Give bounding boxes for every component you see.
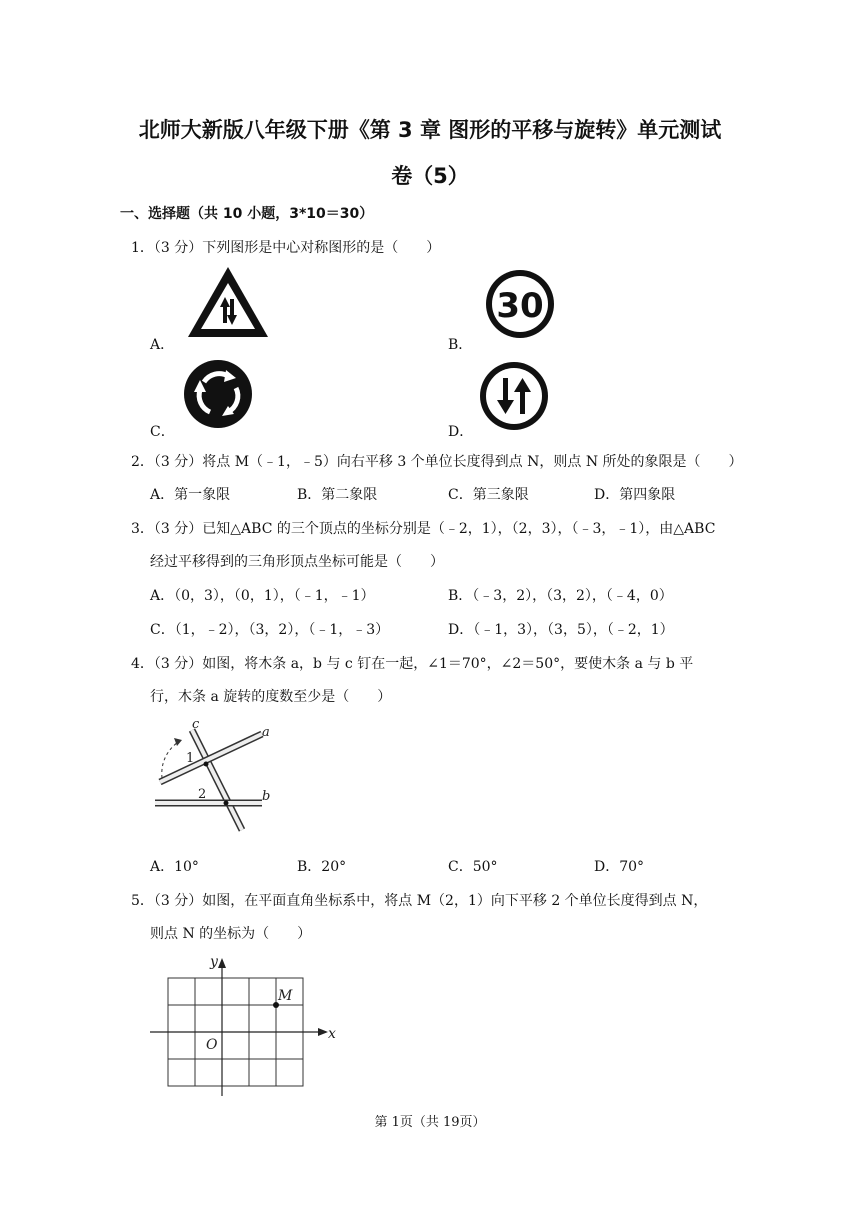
q1-sign-b-number: 30 bbox=[496, 286, 544, 326]
question-5-stem-line2: 则点 N 的坐标为（ ） bbox=[150, 926, 312, 942]
q4-wooden-strips-figure bbox=[150, 712, 290, 837]
doc-title-line2: 卷（5） bbox=[391, 164, 469, 188]
q5-label-y: y bbox=[210, 954, 218, 970]
q4-label-b: b bbox=[262, 789, 271, 804]
q4-label-angle-2: 2 bbox=[198, 787, 207, 802]
q4-option-d: D．70° bbox=[594, 859, 645, 875]
q3-option-d: D．（﹣1，3），（3，5），（﹣2，1） bbox=[448, 622, 674, 638]
q4-option-b: B．20° bbox=[297, 859, 347, 875]
question-4-stem-line2: 行，木条 a 旋转的度数至少是（ ） bbox=[150, 689, 392, 705]
q1-option-c: C． bbox=[150, 424, 175, 440]
question-4-stem-line1: 4．（3 分）如图，将木条 a，b 与 c 钉在一起，∠1＝70°，∠2＝50°，要使木条 a 与 b 平 bbox=[131, 656, 694, 672]
question-3-stem-line1: 3．（3 分）已知△ABC 的三个顶点的坐标分别是（﹣2，1），（2，3），（﹣3，﹣1），由△ABC bbox=[131, 521, 716, 537]
q1-option-d: D． bbox=[448, 424, 474, 440]
q1-sign-a-two-way-traffic bbox=[185, 263, 271, 341]
q1-sign-d-two-way-arrows bbox=[478, 360, 550, 432]
question-2-stem: 2．（3 分）将点 M（﹣1，﹣5）向右平移 3 个单位长度得到点 N，则点 N 所处的象限是（ ） bbox=[131, 454, 743, 470]
q2-option-c: C．第三象限 bbox=[448, 487, 529, 503]
question-3-stem-line2: 经过平移得到的三角形顶点坐标可能是（ ） bbox=[150, 554, 444, 570]
q4-option-c: C．50° bbox=[448, 859, 498, 875]
question-5-stem-line1: 5．（3 分）如图，在平面直角坐标系中，将点 M（2，1）向下平移 2 个单位长度得到点 N， bbox=[131, 893, 708, 909]
q2-option-a: A．第一象限 bbox=[150, 487, 231, 503]
q5-label-o: O bbox=[206, 1037, 218, 1053]
q2-option-d: D．第四象限 bbox=[594, 487, 676, 503]
q1-sign-b-speed-limit bbox=[484, 268, 556, 340]
q5-coordinate-grid-figure bbox=[148, 952, 348, 1102]
question-1-stem: 1．（3 分）下列图形是中心对称图形的是（ ） bbox=[131, 240, 441, 256]
q3-option-b: B．（﹣3，2），（3，2），（﹣4，0） bbox=[448, 588, 673, 604]
q1-option-a: A． bbox=[150, 337, 175, 353]
q5-label-x: x bbox=[328, 1026, 336, 1042]
page-footer: 第 1页（共 19页） bbox=[374, 1115, 486, 1130]
q3-option-a: A．（0，3），（0，1），（﹣1，﹣1） bbox=[150, 588, 375, 604]
q4-label-angle-1: 1 bbox=[186, 751, 195, 766]
q5-label-m: M bbox=[278, 988, 293, 1004]
doc-title-line1: 北师大新版八年级下册《第 3 章 图形的平移与旋转》单元测试 bbox=[138, 118, 722, 142]
q2-option-b: B．第二象限 bbox=[297, 487, 378, 503]
q1-sign-c-roundabout bbox=[182, 358, 254, 430]
q4-option-a: A．10° bbox=[150, 859, 199, 875]
q1-option-b: B． bbox=[448, 337, 473, 353]
q4-label-c: c bbox=[192, 717, 200, 732]
q3-option-c: C．（1，﹣2），（3，2），（﹣1，﹣3） bbox=[150, 622, 390, 638]
section-heading: 一、选择题（共 10 小题，3*10＝30） bbox=[120, 206, 374, 222]
q4-label-a: a bbox=[262, 725, 270, 740]
